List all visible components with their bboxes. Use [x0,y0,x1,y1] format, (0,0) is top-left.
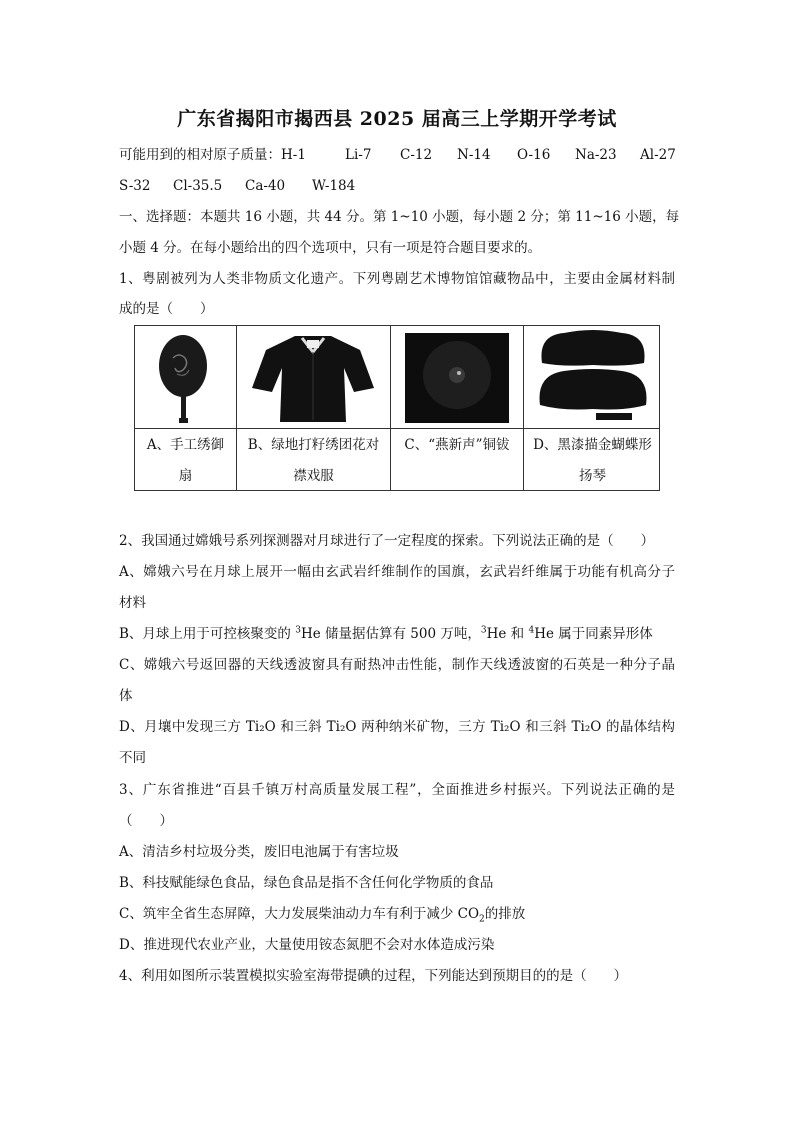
fan-image [147,330,223,426]
option-d-cell [524,326,661,490]
atom-ca: Ca-40 [245,178,286,194]
option-b-caption: B、绿地打籽绣团花对 襟戏服 [247,437,380,484]
atom-cl: Cl-35.5 [173,178,223,194]
atom-o: O-16 [517,147,551,163]
option-d-caption: D、黑漆描金蝴蝶形 扬琴 [533,437,652,484]
q2-option-a-2: 材料 [119,595,146,611]
q1-stem-2: 成的是（ ） [119,301,214,317]
q2-option-a-1: A、嫦娥六号在月球上展开一幅由玄武岩纤维制作的国旗，玄武岩纤维属于功能有机高分子 [119,564,675,580]
q2-stem: 2、我国通过嫦娥号系列探测器对月球进行了一定程度的探索。下列说法正确的是（ ） [119,533,655,549]
atom-w: W-184 [312,178,356,194]
atom-n: N-14 [457,147,491,163]
atom-li: Li-7 [345,147,372,163]
q4-stem: 4、利用如图所示装置模拟实验室海带提碘的过程，下列能达到预期目的的是（ ） [119,968,628,984]
yangqin-image [534,329,652,427]
q1-stem-1: 1、粤剧被列为人类非物质文化遗产。下列粤剧艺术博物馆馆藏物品中，主要由金属材料制 [119,271,675,287]
atomic-masses-label: 可能用到的相对原子质量： [119,147,281,163]
robe-image [250,330,376,426]
atom-h: H-1 [281,147,306,163]
atom-c: C-12 [400,147,433,163]
atom-al: Al-27 [640,147,676,163]
atom-na: Na-23 [575,147,617,163]
option-c-caption: C、“燕新声”铜钹 [404,437,510,453]
q2-option-d-2: 不同 [119,750,146,766]
option-b-cell [237,326,391,490]
q3-option-a: A、清洁乡村垃圾分类，废旧电池属于有害垃圾 [119,844,399,860]
q3-option-c: C、筑牢全省生态屏障，大力发展柴油动力车有利于减少 $CO_2$的排放 [119,906,526,925]
q1-options-table [134,325,660,491]
q3-option-d: D、推进现代农业产业，大量使用铵态氮肥不会对水体造成污染 [119,937,495,953]
cymbal-image [403,331,511,425]
section-instructions-2: 小题 4 分。在每小题给出的四个选项中，只有一项是符合题目要求的。 [119,240,542,256]
page-title: 广东省揭阳市揭西县 2025 届高三上学期开学考试 [177,108,617,130]
q2-option-c-1: C、嫦娥六号返回器的天线透波窗具有耐热冲击性能，制作天线透波窗的石英是一种分子晶 [119,657,675,673]
q3-stem: 3、广东省推进“百县千镇万村高质量发展工程”，全面推进乡村振兴。下列说法正确的是 [119,782,675,798]
atom-s: S-32 [119,178,151,194]
atomic-masses-row2 [119,176,675,196]
option-c-cell [391,326,524,490]
atomic-masses-row1 [119,145,675,165]
q3-paren: （ ） [119,813,173,829]
q2-option-b: B、月球上用于可控核聚变的 $^3$He 储量据估算有 500 万吨，$^3$He 和 $^4$He 属于同素异形体 [119,625,653,642]
option-a-caption: A、手工绣御 扇 [146,437,225,484]
option-a-cell [135,326,237,490]
q2-option-c-2: 体 [119,688,133,704]
q2-option-d-1: D、月壤中发现三方 Ti₂O 和三斜 Ti₂O 两种纳米矿物，三方 Ti₂O 和三斜 Ti₂O 的晶体结构 [119,719,675,735]
section-instructions-1: 一、选择题：本题共 16 小题，共 44 分。第 1~10 小题，每小题 2 分；第 11~16 小题，每 [119,209,680,225]
q3-option-b: B、科技赋能绿色食品，绿色食品是指不含任何化学物质的食品 [119,875,494,891]
